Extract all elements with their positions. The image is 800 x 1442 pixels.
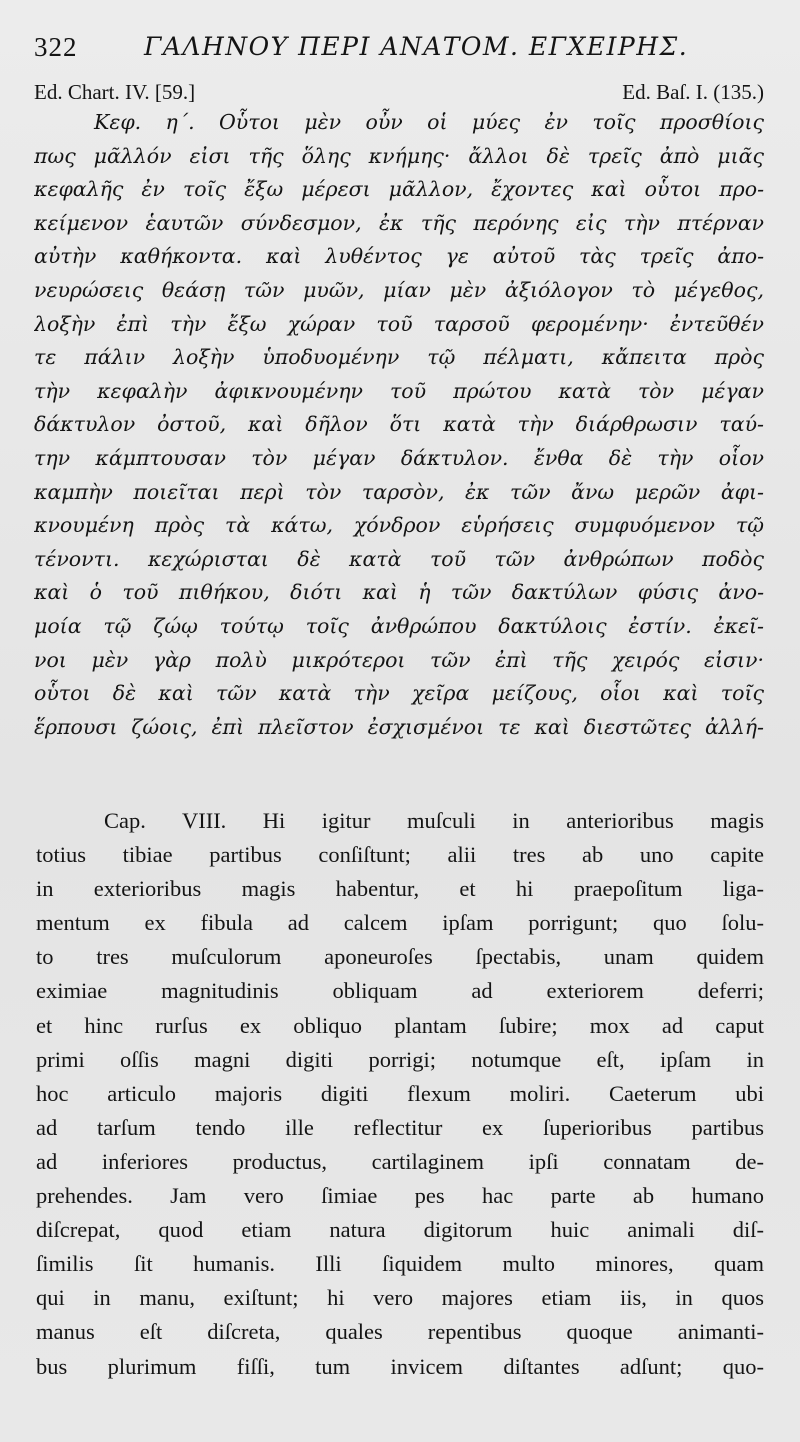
- greek-line: καμπὴν ποιεῖται περὶ τὸν ταρσὸν, ἐκ τῶν ἄνω μερῶν ἀφι-: [34, 479, 764, 504]
- greek-line: νευρώσεις θεάσῃ τῶν μυῶν, μίαν μὲν ἀξιόλογον τὸ μέγεθος,: [34, 277, 764, 302]
- latin-line: primi oſſis magni digiti porrigi; notumque eſt, ipſam in: [36, 1046, 764, 1072]
- greek-line: δάκτυλον ὀστοῦ, καὶ δῆλον ὅτι κατὰ τὴν διάρθρωσιν ταύ-: [34, 412, 764, 437]
- greek-line: νοι μὲν γὰρ πολὺ μικρότεροι τῶν ἐπὶ τῆς χειρός εἰσιν·: [34, 647, 764, 672]
- latin-line: ad tarſum tendo ille reflectitur ex ſuperioribus partibus: [36, 1114, 764, 1140]
- greek-line: αὐτὴν καθήκοντα. καὶ λυθέντος γε αὐτοῦ τὰς τρεῖς ἀπο-: [34, 244, 764, 269]
- latin-line: mentum ex fibula ad calcem ipſam porrigunt; quo ſolu-: [36, 910, 764, 936]
- greek-line: πως μᾶλλόν εἰσι τῆς ὅλης κνήμης· ἄλλοι δὲ τρεῖς ἀπὸ μιᾶς: [34, 143, 764, 168]
- page-header: [34, 26, 764, 66]
- greek-line: καὶ ὁ τοῦ πιθήκου, διότι καὶ ἡ τῶν δακτύλων φύσις ἀνο-: [34, 580, 764, 605]
- greek-line: την κάμπτουσαν τὸν μέγαν δάκτυλον. ἔνθα δὲ τὴν οἷον: [34, 445, 764, 470]
- greek-line: κνουμένη πρὸς τὰ κάτω, χόνδρον εὑρήσεις συμφυόμενον τῷ: [34, 513, 764, 538]
- greek-line: Κεφ. η΄. Οὗτοι μὲν οὖν οἱ μύες ἐν τοῖς προσθίοις: [94, 110, 764, 134]
- greek-line: τε πάλιν λοξὴν ὑποδυομένην τῷ πέλματι, κἄπειτα πρὸς: [34, 345, 764, 370]
- greek-line: τένοντι. κεχώρισται δὲ κατὰ τοῦ τῶν ἀνθρώπων ποδὸς: [34, 546, 764, 571]
- latin-line: qui in manu, exiſtunt; hi vero majores etiam iis, in quos: [36, 1285, 764, 1311]
- latin-line: eximiae magnitudinis obliquam ad exteriorem deferri;: [36, 978, 764, 1004]
- latin-line: et hinc rurſus ex obliquo plantam ſubire; mox ad caput: [36, 1012, 764, 1038]
- greek-text-block: [34, 106, 764, 744]
- latin-line: manus eſt diſcreta, quales repentibus quoque animanti-: [36, 1319, 764, 1345]
- latin-line: Cap. VIII. Hi igitur muſculi in anterioribus magis: [104, 808, 764, 833]
- latin-line: bus plurimum fiſſi, tum invicem diſtantes adſunt; quo-: [36, 1353, 764, 1379]
- latin-line: to tres muſculorum aponeuroſes ſpectabis, unam quidem: [36, 944, 764, 970]
- latin-text-block: [36, 804, 764, 1384]
- latin-line: prehendes. Jam vero ſimiae pes hac parte ab humano: [36, 1183, 764, 1209]
- greek-line: τὴν κεφαλὴν ἀφικνουμένην τοῦ πρώτου κατὰ τὸν μέγαν: [34, 378, 764, 403]
- greek-line: λοξὴν ἐπὶ τὴν ἔξω χώραν τοῦ ταρσοῦ φερομένην· ἐντεῦθέν: [34, 311, 764, 336]
- latin-line: ſimilis ſit humanis. Illi ſiquidem multo minores, quam: [36, 1251, 764, 1277]
- latin-line: diſcrepat, quod etiam natura digitorum huic animali diſ-: [36, 1217, 764, 1243]
- greek-line: μοία τῷ ζώῳ τούτῳ τοῖς ἀνθρώπου δακτύλοις ἐστίν. ἐκεῖ-: [34, 613, 764, 638]
- greek-line: ἕρπουσι ζώοις, ἐπὶ πλεῖστον ἐσχισμένοι τε καὶ διεστῶτες ἀλλή-: [34, 714, 764, 739]
- greek-line: κείμενον ἑαυτῶν σύνδεσμον, ἐκ τῆς περόνης εἰς τὴν πτέρναν: [34, 210, 764, 235]
- latin-line: ad inferiores productus, cartilaginem ipſi connatam de-: [36, 1148, 764, 1174]
- latin-line: in exterioribus magis habentur, et hi praepoſitum liga-: [36, 876, 764, 902]
- greek-line: οὗτοι δὲ καὶ τῶν κατὰ τὴν χεῖρα μείζους, οἷοι καὶ τοῖς: [34, 681, 764, 706]
- edition-reference-right: Ed. Baſ. I. (135.): [622, 80, 764, 104]
- latin-line: totius tibiae partibus conſiſtunt; alii tres ab uno capite: [36, 842, 764, 868]
- latin-line: hoc articulo majoris digiti flexum moliri. Caeterum ubi: [36, 1080, 764, 1106]
- running-title: ΓΑΛΗΝΟΥ ΠΕΡΙ ΑΝΑΤΟΜ. ΕΓΧΕΙΡΗΣ.: [144, 32, 689, 61]
- greek-line: κεφαλῆς ἐν τοῖς ἔξω μέρεσι μᾶλλον, ἔχοντες καὶ οὗτοι προ-: [34, 177, 764, 202]
- page-number: 322: [34, 32, 78, 62]
- edition-reference-left: Ed. Chart. IV. [59.]: [34, 80, 196, 104]
